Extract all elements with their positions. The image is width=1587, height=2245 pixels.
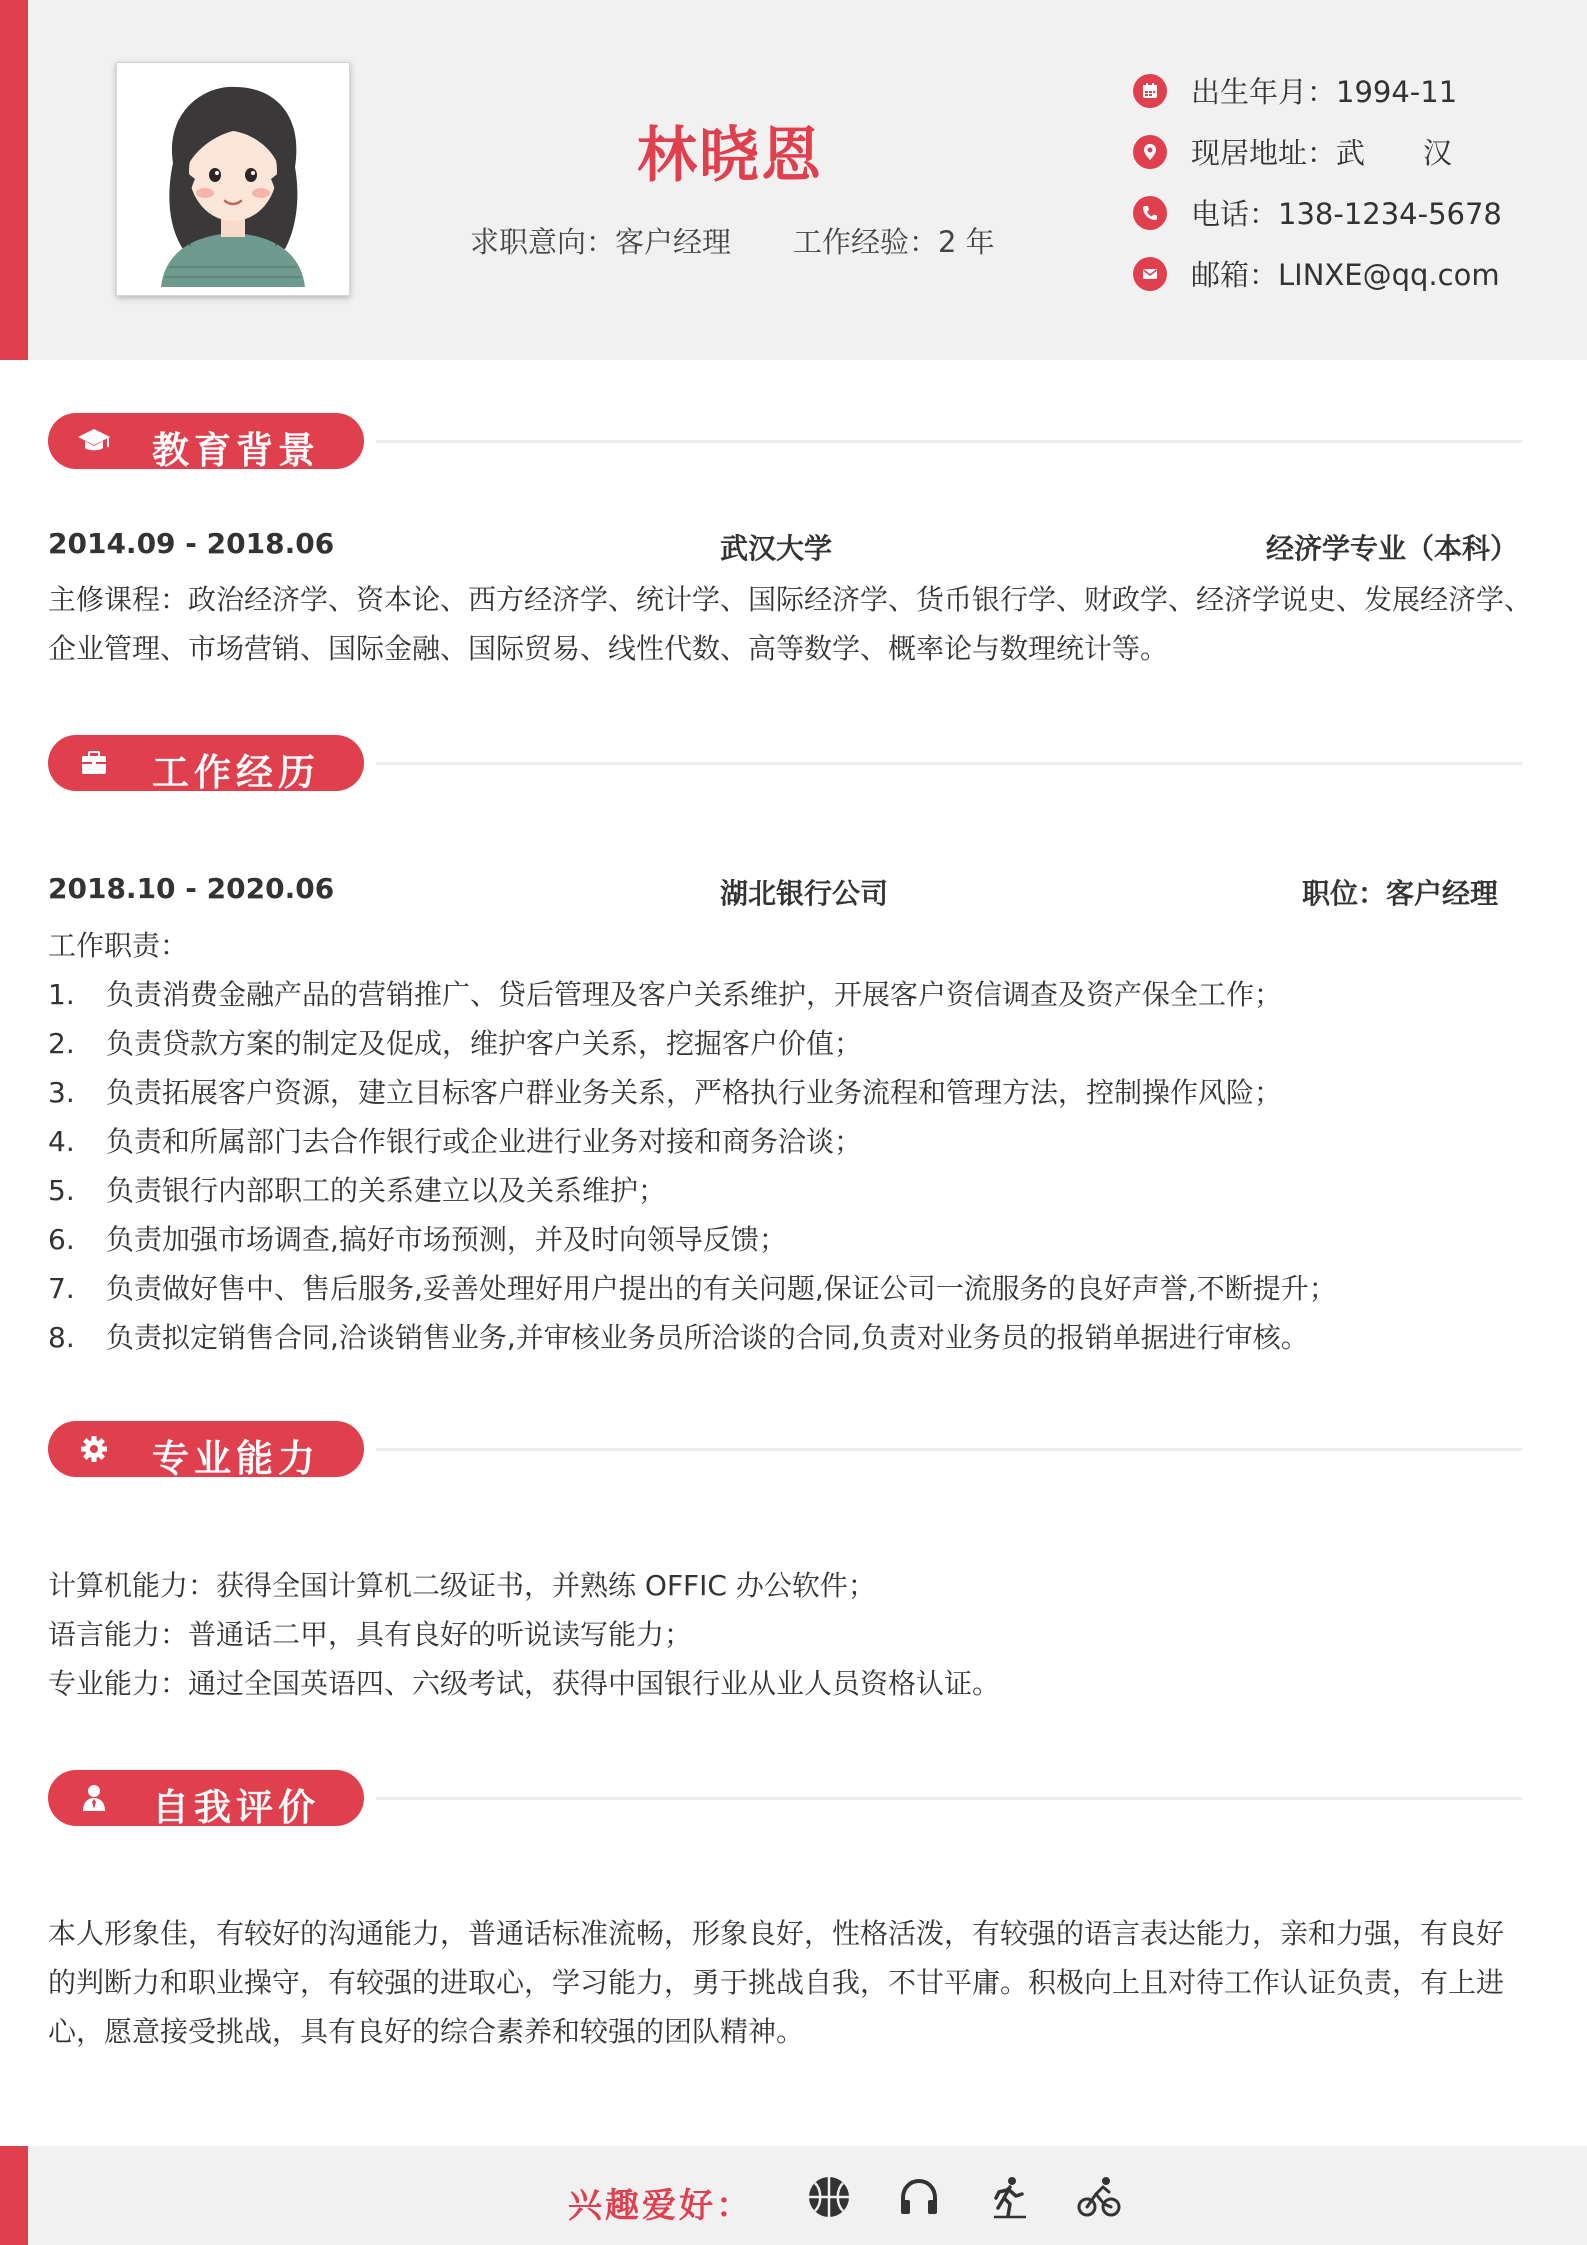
duty-item: 3. 负责拓展客户资源，建立目标客户群业务关系，严格执行业务流程和管理方法，控制操作风险； <box>48 1076 1283 1109</box>
section-self-eval <box>48 1770 1522 1829</box>
work-duties-label: 工作职责： <box>48 929 189 962</box>
mail-icon <box>1133 257 1167 291</box>
self-eval-line-3: 心，愿意接受挑战，具有良好的综合素养和较强的团队精神。 <box>48 2015 805 2048</box>
contact-phone-text: 电话：138-1234-5678 <box>1191 197 1502 231</box>
section-education-pill <box>48 413 364 472</box>
education-major: 经济学专业（本科） <box>1266 532 1519 565</box>
duty-item: 6. 负责加强市场调查,搞好市场预测，并及时向领导反馈； <box>48 1223 787 1256</box>
running-icon <box>986 2174 1032 2220</box>
contact-email <box>1133 253 1500 294</box>
user-icon <box>76 1782 112 1814</box>
calendar-icon <box>1133 74 1167 108</box>
education-courses-line-2: 企业管理、市场营销、国际金融、国际贸易、线性代数、高等数学、概率论与数理统计等。 <box>48 632 1169 665</box>
education-school: 武汉大学 <box>720 532 833 565</box>
basketball-icon <box>806 2174 852 2220</box>
skill-item-computer: 计算机能力：获得全国计算机二级证书，并熟练 OFFIC 办公软件； <box>48 1569 876 1602</box>
duty-item: 5. 负责银行内部职工的关系建立以及关系维护； <box>48 1174 667 1207</box>
cycling-icon <box>1076 2174 1122 2220</box>
candidate-name: 林晓恩 <box>637 121 823 191</box>
briefcase-icon <box>76 747 112 779</box>
section-divider <box>376 1797 1522 1800</box>
section-work <box>48 735 1522 794</box>
skill-item-language: 语言能力：普通话二甲，具有良好的听说读写能力； <box>48 1618 693 1651</box>
work-experience-years: 工作经验：2 年 <box>793 225 995 259</box>
avatar-cartoon-girl-icon <box>125 71 341 287</box>
section-education-title: 教育背景 <box>152 429 320 472</box>
section-work-pill <box>48 735 364 794</box>
contact-email-text: 邮箱：LINXE@qq.com <box>1191 258 1500 292</box>
education-courses-line-1: 主修课程：政治经济学、资本论、西方经济学、统计学、国际经济学、货币银行学、财政学、经济学说史、发展经济学、 <box>48 583 1533 616</box>
skill-item-professional: 专业能力：通过全国英语四、六级考试，获得中国银行业从业人员资格认证。 <box>48 1667 1001 1700</box>
work-company: 湖北银行公司 <box>720 877 889 910</box>
gear-icon <box>76 1433 112 1465</box>
section-skills-title: 专业能力 <box>152 1437 320 1480</box>
work-period: 2018.10 - 2020.06 <box>48 872 335 905</box>
work-position: 职位：客户经理 <box>1302 877 1499 910</box>
duty-item: 8. 负责拟定销售合同,洽谈销售业务,并审核业务员所洽谈的合同,负责对业务员的报销单据进行审核。 <box>48 1321 1309 1354</box>
section-skills-pill <box>48 1421 364 1480</box>
resume-header <box>0 0 1587 360</box>
location-icon <box>1133 135 1167 169</box>
hobbies-title: 兴趣爱好： <box>568 2186 753 2226</box>
duty-item: 4. 负责和所属部门去合作银行或企业进行业务对接和商务洽谈； <box>48 1125 863 1158</box>
section-self-eval-pill <box>48 1770 364 1829</box>
header-accent-bar <box>0 0 28 360</box>
contact-birth <box>1133 70 1457 111</box>
duty-item: 1. 负责消费金融产品的营销推广、贷后管理及客户关系维护，开展客户资信调查及资产保全工作； <box>48 978 1283 1011</box>
section-divider <box>376 1448 1522 1451</box>
duty-item: 7. 负责做好售中、售后服务,妥善处理好用户提出的有关问题,保证公司一流服务的良好声誉,不断提升； <box>48 1272 1337 1305</box>
section-education <box>48 413 1522 472</box>
section-divider <box>376 440 1522 443</box>
section-self-eval-title: 自我评价 <box>152 1786 320 1829</box>
headphones-icon <box>896 2174 942 2220</box>
section-work-title: 工作经历 <box>152 751 320 794</box>
contact-phone <box>1133 192 1502 233</box>
job-intent: 求职意向：客户经理 <box>470 225 732 259</box>
graduation-cap-icon <box>76 425 112 457</box>
contact-birth-text: 出生年月：1994-11 <box>1191 75 1458 109</box>
profile-photo <box>116 62 350 296</box>
contact-address <box>1133 131 1452 172</box>
phone-icon <box>1133 196 1167 230</box>
footer-accent-bar <box>0 2146 28 2245</box>
section-divider <box>376 762 1522 765</box>
hobbies-footer <box>0 2146 1587 2245</box>
duty-item: 2. 负责贷款方案的制定及促成，维护客户关系，挖掘客户价值； <box>48 1027 863 1060</box>
section-skills <box>48 1421 1522 1480</box>
self-eval-line-2: 的判断力和职业操守，有较强的进取心，学习能力，勇于挑战自我，不甘平庸。积极向上且对待工作认证负责，有上进 <box>48 1966 1505 1999</box>
contact-address-text: 现居地址：武 汉 <box>1191 136 1453 170</box>
education-period: 2014.09 - 2018.06 <box>48 527 335 560</box>
self-eval-line-1: 本人形象佳，有较好的沟通能力，普通话标准流畅，形象良好，性格活泼，有较强的语言表达能力，亲和力强，有良好 <box>48 1917 1505 1950</box>
